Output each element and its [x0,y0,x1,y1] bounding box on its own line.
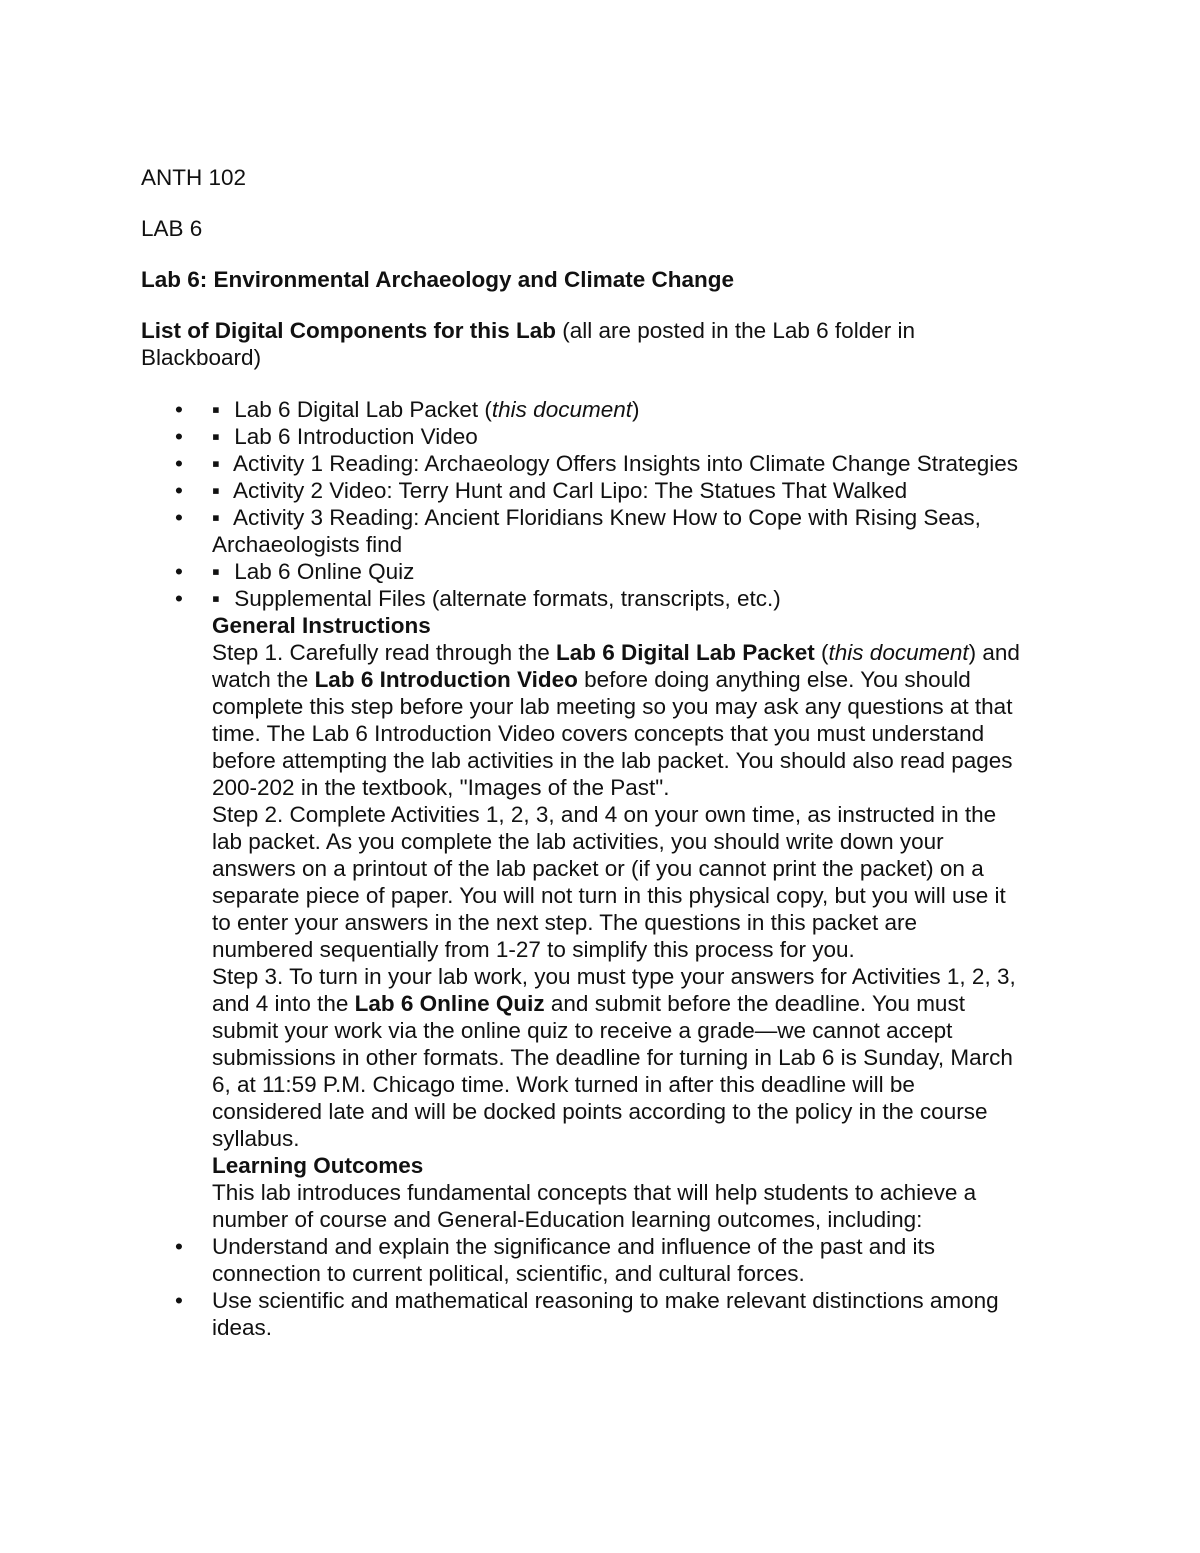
square-bullet-icon: ▪ [212,505,220,530]
outcome-item [141,1233,1071,1287]
outcome-item [141,1287,1071,1341]
step1-line [212,666,1071,693]
bullet-icon: • [175,424,183,449]
list-item [141,396,1071,423]
bullet-icon: • [175,1288,183,1313]
bullet-icon: • [175,1234,183,1259]
step2-line: Step 2. Complete Activities 1, 2, 3, and 4 on your own time, as instructed in the [212,802,997,827]
list-item [141,585,1071,612]
step1-text: ) and [968,640,1020,665]
step1-text: ( [814,640,829,665]
square-bullet-icon: ▪ [212,451,220,476]
list-item-text: Activity 1 Reading: Archaeology Offers Insights into Climate Change Strategies [233,451,1019,476]
bullet-icon: • [175,478,183,503]
list-item-italic: this document [491,397,632,422]
square-bullet-icon: ▪ [212,559,220,584]
list-item-text: Lab 6 Introduction Video [234,424,478,449]
step3-line: syllabus. [212,1126,300,1151]
step2-line: to enter your answers in the next step. The questions in this packet are [212,910,917,935]
square-bullet-icon: ▪ [212,424,220,449]
document-page [141,164,1071,1341]
bullet-icon: • [175,397,183,422]
step3-bold: Lab 6 Online Quiz [354,991,545,1016]
outcome-text-cont: ideas. [212,1315,273,1340]
step2-line: answers on a printout of the lab packet or (if you cannot print the packet) on a [212,856,984,881]
square-bullet-icon: ▪ [212,586,220,611]
bullet-icon: • [175,559,183,584]
bullet-icon: • [175,451,183,476]
learning-outcomes-heading: Learning Outcomes [212,1153,424,1178]
outcome-text: Use scientific and mathematical reasoning to make relevant distinctions among [212,1288,999,1313]
outcomes-intro-line: This lab introduces fundamental concepts that will help students to achieve a [212,1180,977,1205]
outcome-text-cont: connection to current political, scientific, and cultural forces. [212,1261,805,1286]
lab-title: Lab 6: Environmental Archaeology and Climate Change [141,267,735,292]
square-bullet-icon: ▪ [212,478,220,503]
step3-line: considered late and will be docked points according to the policy in the course [212,1099,988,1124]
outcomes-intro-line: number of course and General-Education learning outcomes, including: [212,1207,923,1232]
general-instructions [141,612,1071,1233]
step3-text: and 4 into the [212,991,355,1016]
step1-text: watch the [212,667,315,692]
step2-line: separate piece of paper. You will not turn in this physical copy, but you will use it [212,883,1006,908]
step1-text: before doing anything else. You should [577,667,971,692]
step1-line [212,639,1071,666]
bullet-icon: • [175,586,183,611]
components-note-cont: Blackboard) [141,345,262,370]
list-item [141,477,1071,504]
general-instructions-heading: General Instructions [212,613,431,638]
step1-bold: Lab 6 Digital Lab Packet [555,640,815,665]
step1-line: before attempting the lab activities in the lab packet. You should also read pages [212,748,1013,773]
components-note: (all are posted in the Lab 6 folder in [556,318,915,343]
list-item-text-cont: Archaeologists find [212,532,403,557]
outcomes-list [141,1233,1071,1341]
bullet-icon: • [175,505,183,530]
outcome-text: Understand and explain the significance and influence of the past and its [212,1234,935,1259]
step3-line: submissions in other formats. The deadline for turning in Lab 6 is Sunday, March [212,1045,1013,1070]
list-item-text: Lab 6 Online Quiz [234,559,415,584]
list-item [141,423,1071,450]
course-code: ANTH 102 [141,165,247,190]
components-heading: List of Digital Components for this Lab [141,318,556,343]
step3-line: submit your work via the online quiz to receive a grade—we cannot accept [212,1018,953,1043]
components-list [141,396,1071,612]
step3-line [212,990,1071,1017]
components-heading-block [141,317,1071,371]
list-item-text: Lab 6 Digital Lab Packet ( [234,397,492,422]
step1-italic: this document [828,640,969,665]
list-item [141,504,1071,558]
list-item-text: Supplemental Files (alternate formats, transcripts, etc.) [234,586,781,611]
step1-bold: Lab 6 Introduction Video [314,667,578,692]
step3-line: 6, at 11:59 P.M. Chicago time. Work turned in after this deadline will be [212,1072,915,1097]
step1-line: time. The Lab 6 Introduction Video covers concepts that you must understand [212,721,985,746]
lab-number: LAB 6 [141,216,203,241]
list-item-text: Activity 3 Reading: Ancient Floridians Knew How to Cope with Rising Seas, [233,505,981,530]
step1-line: complete this step before your lab meeting so you may ask any questions at that [212,694,1013,719]
step1-line: 200-202 in the textbook, "Images of the Past". [212,775,670,800]
step2-line: lab packet. As you complete the lab activities, you should write down your [212,829,944,854]
step3-line: Step 3. To turn in your lab work, you must type your answers for Activities 1, 2, 3, [212,964,1016,989]
square-bullet-icon: ▪ [212,397,220,422]
list-item-text-end: ) [632,397,640,422]
list-item-text: Activity 2 Video: Terry Hunt and Carl Lipo: The Statues That Walked [233,478,908,503]
list-item [141,558,1071,585]
step1-text: Step 1. Carefully read through the [212,640,556,665]
step3-text: and submit before the deadline. You must [544,991,965,1016]
list-item [141,450,1071,477]
step2-line: numbered sequentially from 1-27 to simplify this process for you. [212,937,855,962]
